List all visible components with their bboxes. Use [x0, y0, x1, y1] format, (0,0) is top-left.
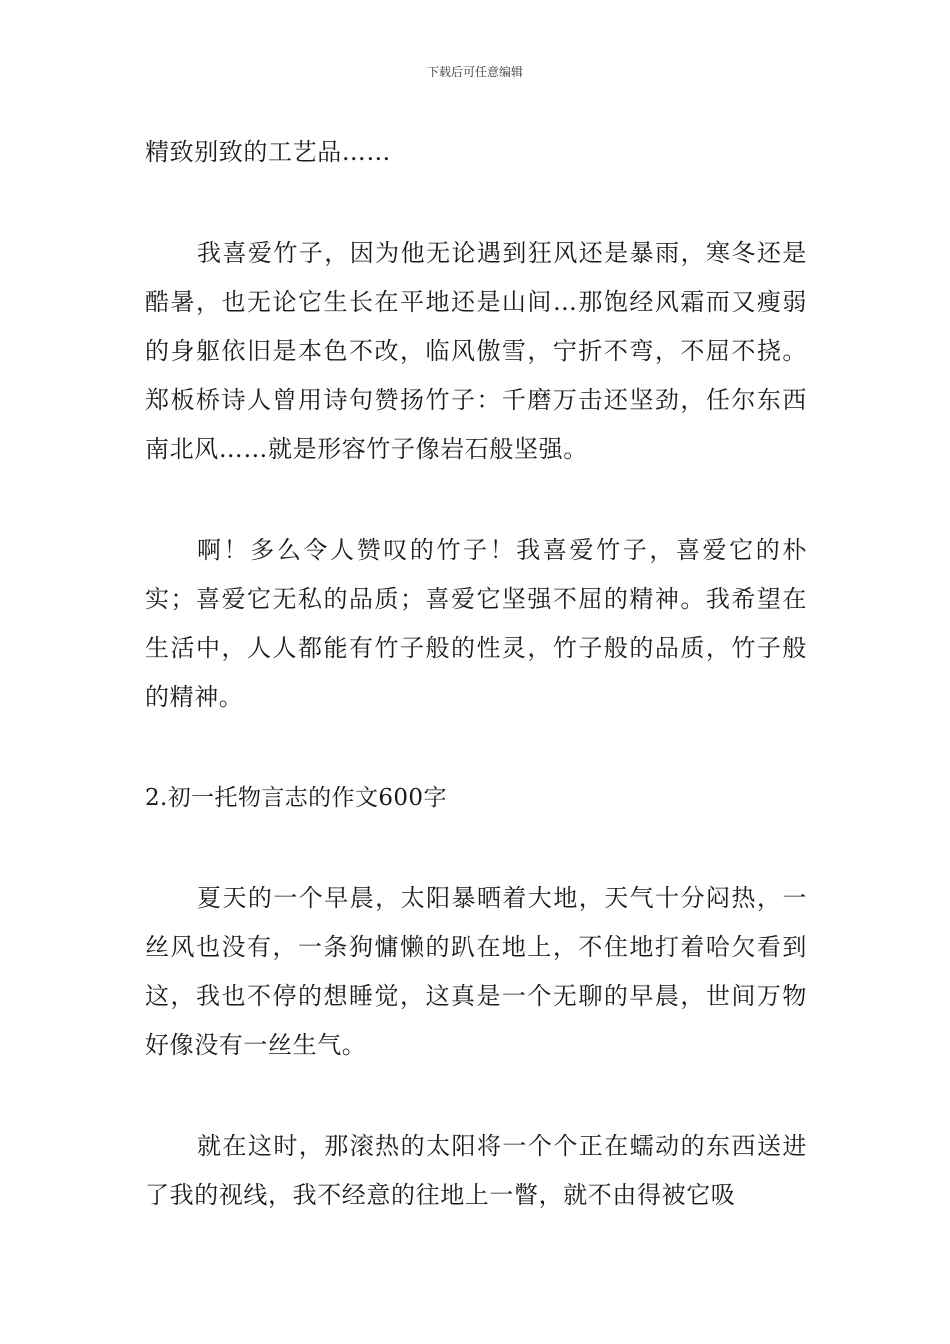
- paragraph-gap: [145, 1070, 807, 1122]
- paragraph-gap: [145, 474, 807, 526]
- paragraph-bamboo-conclusion: 啊！多么令人赞叹的竹子！我喜爱竹子，喜爱它的朴实；喜爱它无私的品质；喜爱它坚强不屈的精神。我希望在生活中，人人都能有竹子般的性灵，竹子般的品质，竹子般的精神。: [145, 536, 807, 711]
- paragraph-summer-morning: 夏天的一个早晨，太阳暴晒着大地，天气十分闷热，一丝风也没有，一条狗慵懒的趴在地上，不住地打着哈欠看到这，我也不停的想睡觉，这真是一个无聊的早晨，世间万物好像没有一丝生气。: [145, 884, 807, 1059]
- paragraph-continuation: 精致别致的工艺品……: [145, 138, 391, 166]
- section-heading: 2.初一托物言志的作文600字: [145, 785, 447, 811]
- paragraph-gap: [145, 822, 807, 874]
- paragraph-gap: [145, 722, 807, 774]
- paragraph-sight: 就在这时，那滚热的太阳将一个个正在蠕动的东西送进了我的视线，我不经意的往地上一瞥，就不由得被它吸: [145, 1132, 807, 1209]
- paragraph-bamboo-praise: 我喜爱竹子，因为他无论遇到狂风还是暴雨，寒冬还是酷暑，也无论它生长在平地还是山间…那饱经风霜而又瘦弱的身躯依旧是本色不改，临风傲雪，宁折不弯，不屈不挠。郑板桥诗人曾用诗句赞扬竹子：千磨万击还坚劲，任尔东西南北风……就是形容竹子像岩石般坚强。: [145, 239, 807, 463]
- paragraph-gap: [145, 177, 807, 229]
- page-header: 下载后可任意编辑: [426, 65, 523, 79]
- document-body: [145, 128, 807, 1220]
